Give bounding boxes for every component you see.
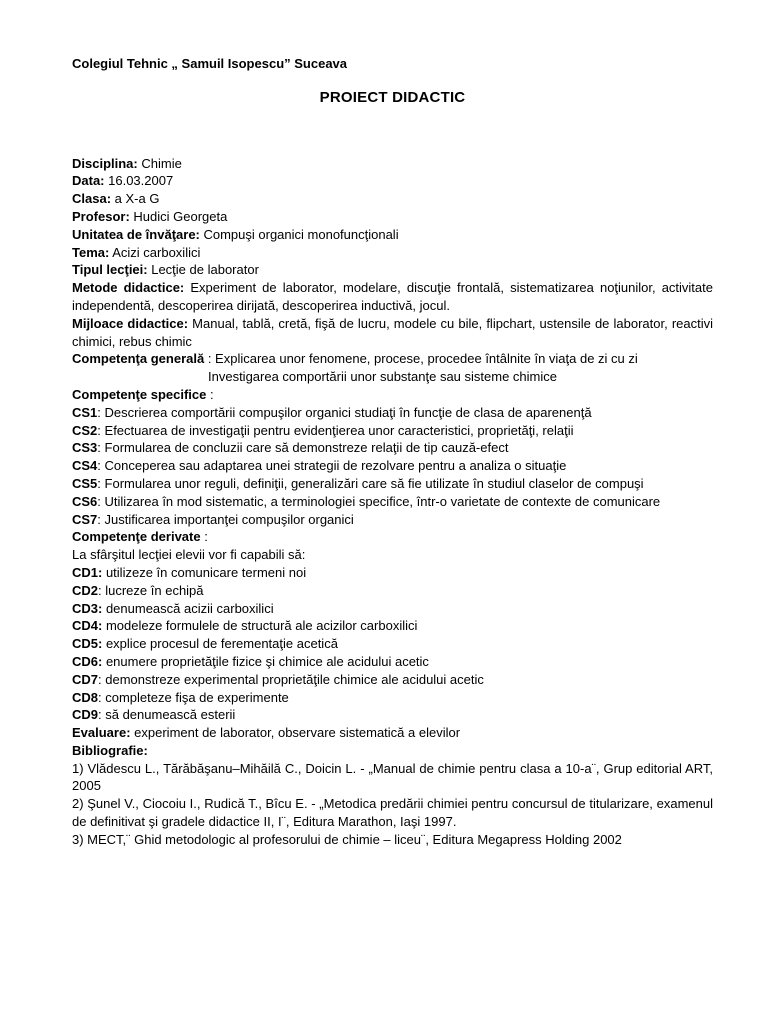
list-item: CD9: să denumească esterii bbox=[72, 707, 236, 723]
list-item: CS1: Descrierea comportării compuşilor organici studiaţi în funcţie de clasa de aparenenţă bbox=[72, 404, 592, 420]
list-item: CD3: denumească acizii carboxilici bbox=[72, 600, 274, 616]
page-title: PROIECT DIDACTIC bbox=[319, 88, 466, 106]
field-profesor: Profesor: Hudici Georgeta bbox=[72, 208, 228, 224]
field-tipul: Tipul lecţiei: Lecţie de laborator bbox=[72, 262, 259, 278]
competenta-generala: Competenţa generală : Explicarea unor fenomene, procese, procedee întâlnite în viaţa de zi cu zi bbox=[72, 351, 638, 367]
list-item: 1) Vlădescu L., Tărăbăşanu–Mihăilă C., Doicin L. - „Manual de chimie pentru clasa a 10-a¨, Grup editorial ART, 2005 bbox=[72, 760, 713, 794]
list-item: CD8: completeze fişa de experimente bbox=[72, 689, 289, 705]
list-item: CD5: explice procesul de ferementaţie acetică bbox=[72, 636, 338, 652]
bibliografie-list bbox=[72, 760, 713, 849]
list-item: CD1: utilizeze în comunicare termeni noi bbox=[72, 564, 307, 580]
list-item: CD2: lucreze în echipă bbox=[72, 582, 204, 598]
list-item: CS2: Efectuarea de investigaţii pentru evidenţierea unor caracteristici, proprietăţi, relaţii bbox=[72, 422, 574, 438]
field-data: Data: 16.03.2007 bbox=[72, 173, 174, 189]
bibliografie-heading: Bibliografie: bbox=[72, 742, 148, 758]
list-item: 3) MECT,¨ Ghid metodologic al profesorului de chimie – liceu¨, Editura Megapress Holding 2002 bbox=[72, 831, 622, 847]
list-item: CS5: Formularea unor reguli, definiţii, generalizări care să fie utilizate în studiul claselor de compuşi bbox=[72, 475, 644, 491]
field-unitatea: Unitatea de învăţare: Compuşi organici monofuncţionali bbox=[72, 226, 399, 242]
list-item: CS7: Justificarea importanţei compuşilor organici bbox=[72, 511, 354, 527]
competente-derivate-heading: Competenţe derivate : bbox=[72, 529, 208, 545]
list-item: CD4: modeleze formulele de structură ale acizilor carboxilici bbox=[72, 618, 418, 634]
list-item: CS4: Conceperea sau adaptarea unei strategii de rezolvare pentru a analiza o situaţie bbox=[72, 458, 567, 474]
field-mijloace: Mijloace didactice: Manual, tablă, cretă, fişă de lucru, modele cu bile, flipchart, ustensile de laborator, reactivi chimici, rebus chimic bbox=[72, 315, 713, 349]
competente-derivate-list bbox=[72, 564, 713, 724]
list-item: CS3: Formularea de concluzii care să demonstreze relaţii de tip cauză-efect bbox=[72, 440, 509, 456]
competente-derivate-intro: La sfârşitul lecţiei elevii vor fi capabili să: bbox=[72, 547, 306, 563]
list-item: CD7: demonstreze experimental proprietăţile chimice ale acidului acetic bbox=[72, 671, 484, 687]
field-clasa: Clasa: a X-a G bbox=[72, 191, 160, 207]
field-evaluare: Evaluare: experiment de laborator, observare sistematică a elevilor bbox=[72, 725, 461, 741]
field-tema: Tema: Acizi carboxilici bbox=[72, 244, 201, 260]
competenta-generala-line2: Investigarea comportării unor substanţe sau sisteme chimice bbox=[208, 369, 557, 385]
competente-specifice-heading: Competenţe specifice : bbox=[72, 386, 214, 402]
competente-specifice-list bbox=[72, 404, 713, 529]
field-metode: Metode didactice: Experiment de laborator, modelare, discuţie frontală, sistematizarea noţiunilor, activitate independentă, descoperirea dirijată, descoperirea inductivă, jocul. bbox=[72, 280, 713, 313]
list-item: 2) Şunel V., Ciocoiu I., Rudică T., Bîcu E. - „Metodica predării chimiei pentru concursul de titularizare, examenul de definitivat şi gradele didactice II, I¨, Editura Marathon, Iaşi 1997. bbox=[72, 796, 713, 830]
list-item: CS6: Utilizarea în mod sistematic, a terminologiei specifice, într-o varietate de contexte de comunicare bbox=[72, 493, 661, 509]
list-item: CD6: enumere proprietăţile fizice şi chimice ale acidului acetic bbox=[72, 653, 429, 669]
field-disciplina: Disciplina: Chimie bbox=[72, 155, 182, 171]
school-name: Colegiul Tehnic „ Samuil Isopescu” Suceava bbox=[72, 56, 348, 71]
